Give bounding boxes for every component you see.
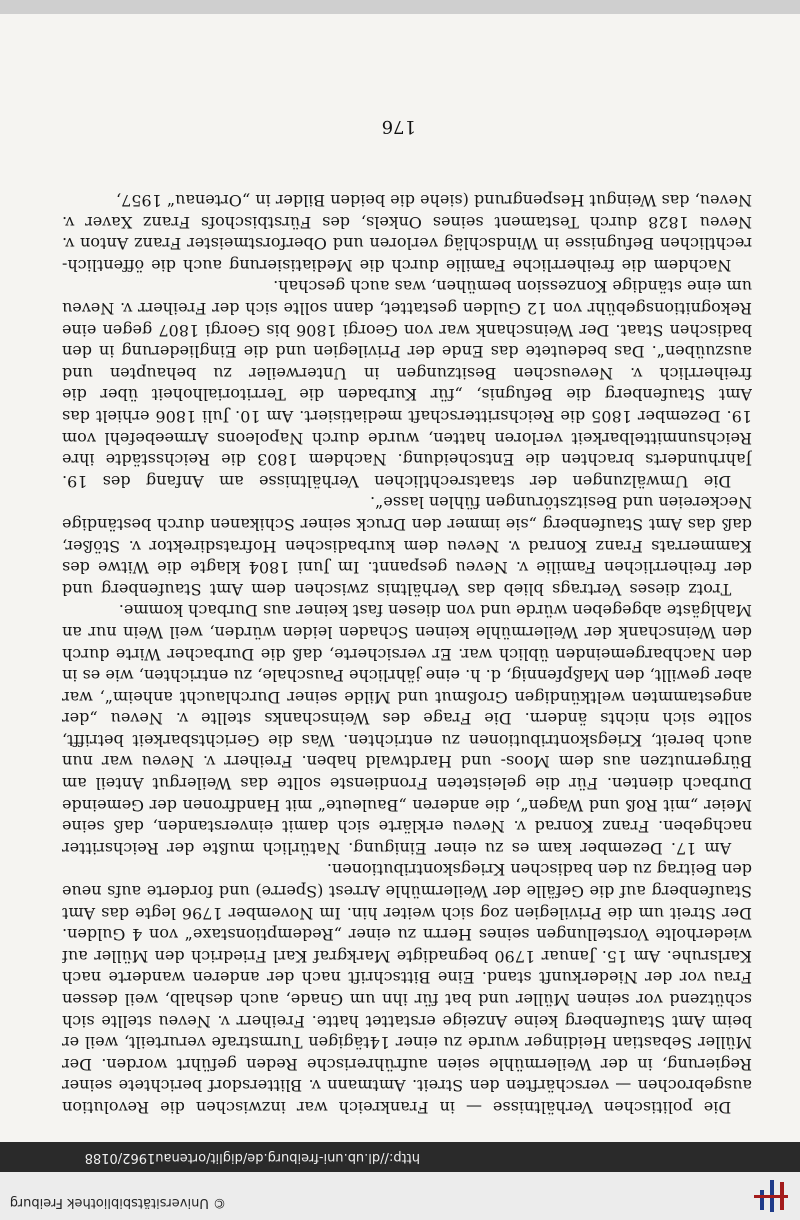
url-bar[interactable]: [0, 1142, 800, 1172]
paragraph: Die Umwälzungen der staatsrechtlichen Verhältnisse am Anfang des 19. Jahrhunderts brachten die Entscheidung. Nachdem 1803 die Reichsstädte ihre Reichsunmittelbarkeit verloren hatten, wurde durch Napoleons Armeebefehl vom 19. Dezember 1805 die Reichsritterschaft mediatisiert. Am 10. Juli 1806 erhielt das Amt Staufenberg die Befugnis, „für Kurbaden die Territorialhoheit über die freiherrlich v. Neveuschen Besitzungen in Unterweiler zu behaupten und auszuüben“. Das bedeutete das Ende der Privilegien und die Eingliederung in den badischen Staat. Der Weinschank war von Georgi 1806 bis Georgi 1807 gegen eine Rekognitionsgebühr von 12 Gulden gestattet, dann sollte sich der Freiherr v. Neveu um eine ständige Konzession bemühen, was auch geschah.: [62, 277, 752, 491]
paragraph: Nachdem die freiherrliche Familie durch die Mediatisierung auch die öffentlich-rechtlichen Befugnisse in Windschläg verloren und Oberforstmeister Franz Anton v. Neveu 1828 durch Testament seines Onkels, des Fürstbischofs Franz Xaver v. Neveu, das Weingut Hespengrund (siehe die beiden Bilder in „Ortenau“ 1957,: [62, 191, 752, 275]
paragraph: Die politischen Verhältnisse — in Frankreich war inzwischen die Revolution ausgebrochen — verschärften den Streit. Amtmann v. Blittersdorf berichtete seiner Regierung, in der Weilermühle seien aufrührerische Reden geführt worden. Der Müller Sebastian Heidinger wurde zu einer 14tägigen Turmstrafe verurteilt, weil er beim Amt Staufenberg keine Anzeige erstattet hatte. Freiherr v. Neveu stellte sich schützend vor seinen Müller und bat für ihn um Gnade, auch deshalb, weil dessen Frau vor der Niederkunft stand. Eine Bittschrift nach der anderen wanderte nach Karlsruhe. Am 15. Januar 1790 begnadigte Markgraf Karl Friedrich den Müller auf wiederholte Vorstellungen seines Herrn zu einer „Redemptionstaxe“ von 4 Gulden. Der Streit um die Privilegien zog sich weiter hin. Im November 1796 legte das Amt Staufenberg auf die Gefälle der Weilermühle Arrest (Sperre) und forderte aufs neue den Beitrag zu den badischen Kriegskontributionen.: [62, 860, 752, 1117]
page-number: 176: [381, 116, 416, 137]
paragraph: Am 17. Dezember kam es zu einer Einigung. Natürlich mußte der Reichsritter nachgeben. Franz Konrad v. Neveu erklärte sich damit einverstanden, daß seine Meier „mit Roß und Wagen“, die anderen „Bauleute“ mit Handfronen der Gemeinde Durbach dienten. Für die geleisteten Frondienste sollte das Weilergut Anteil am Bürgernutzen aus dem Moos- und Hardtwald haben. Freiherr v. Neveu war nun auch bereit, Kriegskontributionen zu entrichten. Was die Gerichtsbarkeit betrifft, sollte sich nichts ändern. Die Frage des Weinschanks stellte v. Neveu „der angestammten weltkündigen Großmut und Milde seiner Durchlaucht anheim“, war aber gewillt, den Maßpfennig, d. h. eine jährliche Pauschale, zu entrichten, wie es in den Nachbargemeinden üblich war. Er versicherte, daß die Durbacher Wirte durch den Weinschank der Weilermühle keinen Schaden leiden würden, weil Wein nur an Mahlgäste abgegeben würde und von diesen fast keiner aus Durbach komme.: [62, 601, 752, 858]
copyright-text: © Universitätsbibliothek Freiburg: [9, 1195, 226, 1210]
university-logo-icon: [752, 1178, 790, 1214]
scanned-page: [0, 13, 800, 1142]
header-bar: [0, 1171, 800, 1220]
viewer-bottom-edge: [0, 0, 800, 14]
page-text: [62, 158, 752, 1118]
paragraph: Trotz dieses Vertrags blieb das Verhältnis zwischen dem Amt Staufenberg und der freiherrlichen Familie v. Neveu gespannt. Im Juni 1804 klagte die Witwe des Kammerrats Franz Konrad v. Neveu dem kurbadischen Hofratsdirektor v. Stößer, daß das Amt Staufenberg „sie immer den Druck seiner Schikanen durch beständige Neckereien und Besitzstörungen fühlen lasse“.: [62, 493, 752, 599]
permalink-url[interactable]: http://dl.ub.uni-freiburg.de/diglit/ortenau1962/0188: [84, 1150, 420, 1165]
